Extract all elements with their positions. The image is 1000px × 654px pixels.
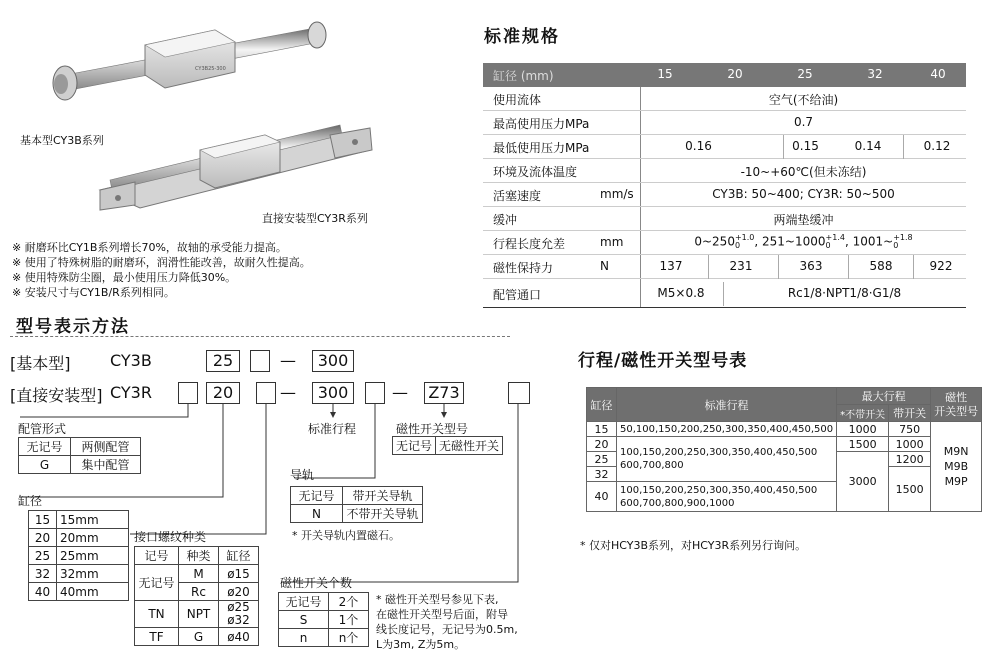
table-row: Rc ø20	[135, 583, 259, 601]
direct-bore-box: 20	[206, 382, 240, 404]
basic-type-label: [基本型]	[10, 354, 71, 373]
table-row: 15 15mm	[29, 511, 129, 529]
stroke-table-note: * 仅对HCY3B系列，对HCY3R系列另行询问。	[580, 539, 807, 552]
spec-row-fluid: 使用流体 空气(不给油)	[483, 87, 966, 111]
spec-bore-25: 25	[797, 67, 813, 81]
table-row: 无记号 2个	[279, 593, 369, 611]
spec-row-temperature: 环境及流体温度 -10~+60℃(但未冻结)	[483, 159, 966, 183]
direct-series-code: CY3R	[110, 383, 152, 402]
spec-row-speed: 活塞速度 mm/s CY3B: 50~400; CY3R: 50~500	[483, 183, 966, 207]
thread-label: 接口螺纹种类	[134, 530, 207, 544]
switch-model-table	[392, 436, 503, 455]
spec-row-port: 配管通口 M5×0.8 Rc1/8·NPT1/8·G1/8	[483, 282, 966, 306]
table-row: TN NPT ø25 ø32	[135, 601, 259, 628]
table-row: 25 25mm	[29, 547, 129, 565]
cy3r-caption: 直接安装型CY3R系列	[262, 212, 368, 225]
spec-row-stroke-tolerance: 行程长度允差 mm 0~250+1.0 0 , 251~1000+1.4 0 , 1001~+1.8 0	[483, 231, 966, 255]
stroke-table-title: 行程/磁性开关型号表	[578, 351, 748, 371]
table-row: 20 20mm	[29, 529, 129, 547]
table-row: 无记号 两侧配管	[19, 438, 141, 456]
note-3: ※ 使用特殊防尘圈，最小使用压力降低30%。	[12, 271, 237, 284]
table-row: 25 3000 1200	[587, 452, 982, 467]
guide-label: 导轨	[290, 468, 315, 482]
spec-bore-15: 15	[657, 67, 673, 81]
svg-text:CY3B25-300: CY3B25-300	[195, 66, 226, 72]
guide-table	[290, 486, 423, 523]
table-row: 40 40mm	[29, 583, 129, 601]
spec-bore-20: 20	[727, 67, 743, 81]
bore-label: 缸径	[18, 494, 43, 508]
direct-stroke-box: 300	[312, 382, 354, 404]
table-row: 32 32mm	[29, 565, 129, 583]
table-row: 15 50,100,150,200,250,300,350,400,450,500 1000 750 M9N M9B M9P	[587, 422, 982, 437]
bore-table	[28, 510, 129, 601]
spec-row-min-pressure: 最低使用压力MPa 0.16 0.15 0.14 0.12	[483, 135, 966, 159]
table-row: 无记号 带开关导轨	[291, 487, 423, 505]
table-row: 20 100,150,200,250,300,350,400,450,500 600,700,800 1500 1000	[587, 437, 982, 452]
spec-title: 标准规格	[484, 27, 560, 47]
spec-row-max-pressure: 最高使用压力MPa 0.7	[483, 111, 966, 135]
table-row: 无记号 无磁性开关	[393, 437, 503, 455]
piping-table	[18, 437, 141, 474]
spec-bore-32: 32	[867, 67, 883, 81]
note-2: ※ 使用了特殊树脂的耐磨环，润滑性能改善，故耐久性提高。	[12, 256, 311, 269]
table-row: N 不带开关导轨	[291, 505, 423, 523]
basic-bore-box: 25	[206, 350, 240, 372]
switch-count-table	[278, 592, 369, 647]
table-row: TF G ø40	[135, 628, 259, 646]
table-row: G 集中配管	[19, 456, 141, 474]
switch-count-note: * 磁性开关型号参见下表, 在磁性开关型号后面，附导 线长度记号，无记号为0.5m, L为3m, Z为5m。	[376, 593, 518, 651]
spec-bore-40: 40	[930, 67, 946, 81]
guide-note: * 开关导轨内置磁石。	[292, 529, 400, 542]
table-row: n n个	[279, 629, 369, 647]
basic-stroke-box: 300	[312, 350, 354, 372]
basic-series-code: CY3B	[110, 351, 152, 370]
direct-switch-box: Z73	[424, 382, 464, 404]
switch-count-label: 磁性开关个数	[280, 576, 353, 590]
table-row: 记号 种类 缸径	[135, 547, 259, 565]
thread-table	[134, 546, 259, 646]
table-row: 40 100,150,200,250,300,350,400,450,500 600,700,800,900,1000	[587, 482, 982, 512]
basic-dash: —	[280, 351, 296, 370]
direct-dash-1: —	[280, 383, 296, 402]
direct-dash-2: —	[392, 383, 408, 402]
cy3b-caption: 基本型CY3B系列	[20, 134, 104, 147]
stroke-switch-table	[586, 387, 982, 512]
note-4: ※ 安装尺寸与CY1B/R系列相同。	[12, 286, 175, 299]
direct-type-label: [直接安装型]	[10, 386, 103, 405]
note-1: ※ 耐磨环比CY1B系列增长70%，故轴的承受能力提高。	[12, 241, 287, 254]
spec-row-magnetic-force: 磁性保持力 N 137 231 363 588 922	[483, 255, 966, 279]
table-row: S 1个	[279, 611, 369, 629]
table-row: 无记号 M ø15	[135, 565, 259, 583]
table-row: 32 1500	[587, 467, 982, 482]
spec-header-label: 缸径 (mm)	[493, 69, 554, 83]
table-row: 缸径 标准行程 最大行程 磁性 开关型号	[587, 388, 982, 405]
spec-row-cushion: 缓冲 两端垫缓冲	[483, 207, 966, 231]
stroke-label: 标准行程	[308, 422, 357, 436]
table-row: *不带开关 带开关	[587, 405, 982, 422]
piping-label: 配管形式	[18, 422, 67, 436]
model-title: 型号表示方法	[16, 317, 130, 337]
switch-model-label: 磁性开关型号	[396, 422, 469, 436]
